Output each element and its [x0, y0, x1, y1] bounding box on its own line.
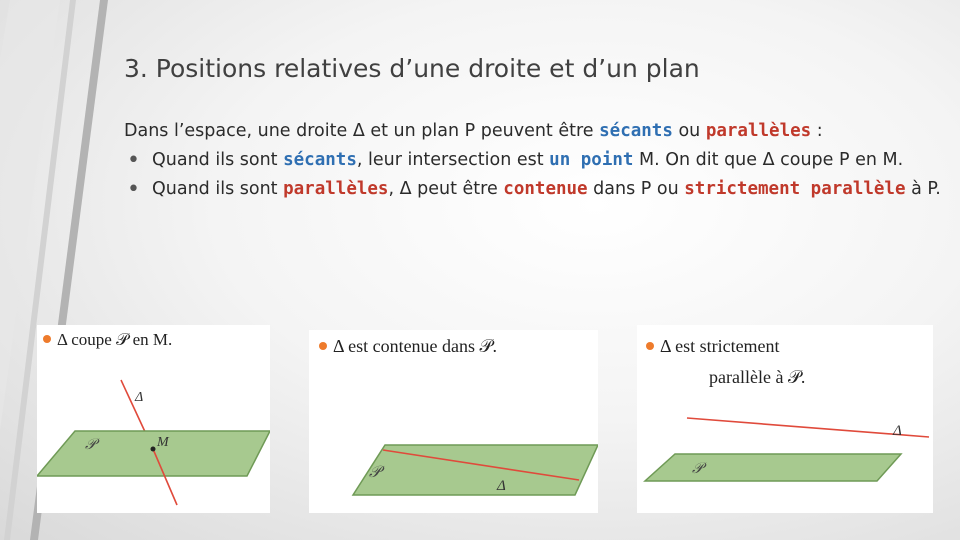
keyword-secants: sécants — [599, 121, 673, 141]
figure-3-caption-line2: parallèle à 𝒫. — [709, 367, 806, 387]
figure-secant-drawing — [37, 325, 270, 513]
slide-title: 3. Positions relatives d’une droite et d’un plan — [124, 54, 700, 83]
slide-content — [124, 119, 944, 202]
bullet-1-text-2: , leur intersection est — [356, 150, 550, 170]
intro-text-1: Dans l’espace, une droite Δ et un plan P peuvent être — [124, 121, 600, 141]
bullet-secants — [124, 148, 944, 173]
bullet-paralleles — [124, 177, 944, 202]
label-plane: 𝒫 — [692, 461, 703, 477]
bullet-2-text-4: à P. — [905, 179, 941, 199]
plane-p — [645, 454, 901, 481]
figure-1-caption: Δ coupe 𝒫 en M. — [57, 330, 173, 349]
figure-bullet-icon — [319, 342, 327, 350]
bullet-2-keyword-strictement: strictement parallèle — [684, 179, 906, 199]
figure-contained — [309, 330, 598, 513]
bullet-1-keyword-point: un point — [549, 150, 634, 170]
point-m — [151, 447, 156, 452]
plane-p — [37, 431, 270, 476]
plane-p — [353, 445, 598, 495]
bullet-2-text-3: dans P ou — [587, 179, 685, 199]
bullet-1-keyword-secants: sécants — [283, 150, 357, 170]
intro-paragraph — [124, 119, 944, 144]
intro-text-3: : — [811, 121, 823, 141]
figure-bullet-icon — [646, 342, 654, 350]
label-m: M — [157, 435, 169, 450]
bullet-2-keyword-contenue: contenue — [503, 179, 588, 199]
label-plane: 𝒫 — [369, 464, 381, 481]
bullet-2-text-2: , Δ peut être — [388, 179, 504, 199]
keyword-paralleles: parallèles — [705, 121, 812, 141]
figure-parallel-drawing — [637, 325, 933, 513]
figure-bullet-icon — [43, 335, 51, 343]
bullet-2-text-1: Quand ils sont — [152, 179, 284, 199]
label-delta: Δ — [893, 423, 902, 439]
figure-parallel — [637, 325, 933, 513]
figure-secant — [37, 325, 270, 513]
figure-contained-drawing — [309, 330, 598, 513]
bullet-dot-icon: • — [127, 177, 140, 202]
bullet-1-text-3: M. On dit que Δ coupe P en M. — [633, 150, 904, 170]
label-delta: Δ — [135, 390, 144, 405]
bullet-2-keyword-paralleles: parallèles — [283, 179, 389, 199]
bullet-dot-icon: • — [127, 148, 140, 173]
intro-text-2: ou — [672, 121, 706, 141]
bullet-1-text-1: Quand ils sont — [152, 150, 284, 170]
figure-2-caption: Δ est contenue dans 𝒫. — [333, 336, 498, 356]
label-plane: 𝒫 — [85, 437, 96, 453]
label-delta: Δ — [497, 478, 506, 494]
figure-3-caption-line1: Δ est strictement — [660, 336, 780, 356]
